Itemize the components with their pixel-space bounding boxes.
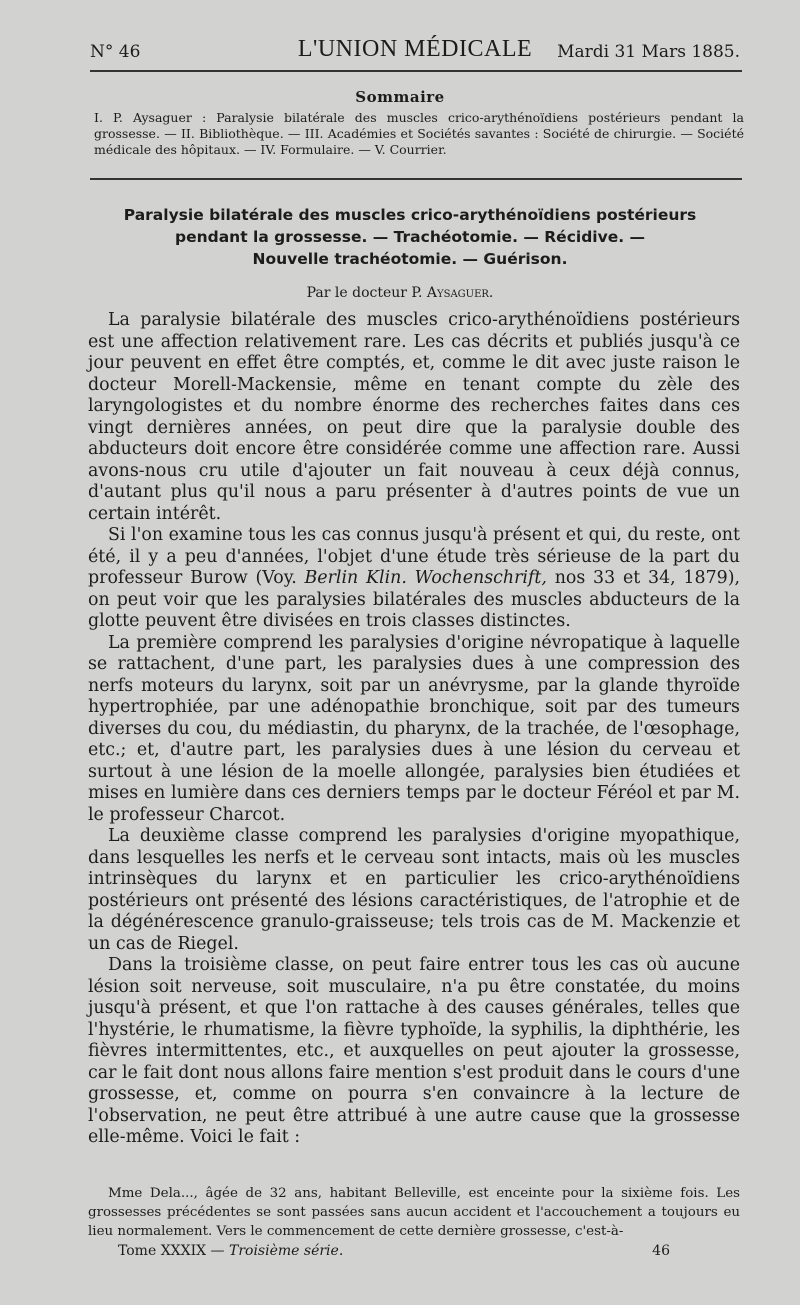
paragraph: Dans la troisième classe, on peut faire entrer tous les cas où aucune lésion soit nerveuse, soit musculaire, n'a pu être constatée, du moins jusqu'à présent, et que l'on rattache à des causes générales, telles que l'hystérie, le rhumatisme, la fièvre typhoïde, la syphilis, la diphthérie, les fièvres intermittentes, etc., et auxquelles on peut ajouter la grossesse, car le fait dont nous allons faire mention s'est produit dans le cours d'une grossesse, et, comme on pourra s'en convaincre à la lecture de l'observation, ne peut être attribué à une autre cause que la grossesse elle-même. Voici le fait :	[88, 955, 740, 1147]
paragraph: La deuxième classe comprend les paralysies d'origine myopathique, dans lesquelles les nerfs et le cerveau sont intacts, mais où les muscles intrinsèques du larynx et en particulier les crico-arythénoïdiens postérieurs ont présenté des lésions caractéristiques, de l'atrophie et de la dégénérescence granulo-graisseuse; tels trois cas de M. Mackenzie et un cas de Riegel.	[88, 826, 740, 954]
byline	[0, 285, 800, 301]
byline-prefix: Par le docteur P.	[306, 285, 427, 301]
citation-title: Berlin Klin. Wochenschrift,	[304, 568, 547, 588]
paragraph	[88, 525, 740, 633]
article-title	[80, 204, 740, 270]
sommaire-rule	[90, 178, 742, 180]
page-footer	[118, 1243, 670, 1263]
header-rule	[90, 70, 742, 72]
article-title-line: Nouvelle trachéotomie. — Guérison.	[252, 250, 568, 268]
sommaire-contents: I. P. Aysaguer : Paralysie bilatérale des muscles crico-arythénoïdiens postérieurs pendant la grossesse. — II. Bibliothèque. — III. Académies et Sociétés savantes : Société de chirurgie. — Société médicale des hôpitaux. — IV. Formulaire. — V. Courrier.	[94, 110, 744, 157]
paragraph-text: nos 33 et 34, 1879), on peut voir que les paralysies bilatérales des muscles abducteurs de la glotte peuvent être divisées en trois classes distinctes.	[88, 568, 741, 631]
page-number: 46	[652, 1243, 670, 1259]
article-body	[88, 310, 740, 1149]
series-label: Troisième série.	[229, 1243, 344, 1259]
volume-info	[118, 1243, 343, 1259]
paragraph: La paralysie bilatérale des muscles crico-arythénoïdiens postérieurs est une affection relativement rare. Les cas décrits et publiés jusqu'à ce jour peuvent en effet être comptés, et, comme le dit avec juste raison le docteur Morell-Mackensie, même en tenant compte du zèle des laryngologistes et du nombre énorme des recherches faites dans ces vingt dernières années, on peut dire que la paralysie double des abducteurs doit encore être considérée comme une affection rare. Aussi avons-nous cru utile d'ajouter un fait nouveau à ceux déjà connus, d'autant plus qu'il nous a paru présenter à d'autres points de vue un certain intérêt.	[88, 310, 740, 524]
paragraph: La première comprend les paralysies d'origine névropatique à laquelle se rattachent, d'une part, les paralysies dues à une compression des nerfs moteurs du larynx, soit par un anévrysme, par la glande thyroïde hypertrophiée, par une adénopathie bronchique, soit par des tumeurs diverses du cou, du médiastin, du pharynx, de la trachée, de l'œsophage, etc.; et, d'autre part, les paralysies dues à une lésion du cerveau et surtout à une lésion de la moelle allongée, paralysies bien étudiées et mises en lumière dans ces derniers temps par le docteur Féréol et par M. le professeur Charcot.	[88, 632, 740, 825]
volume-label: Tome XXXIX —	[118, 1243, 229, 1259]
paragraph-text: Si l'on examine tous les cas connus jusqu'à présent et qui, du reste, ont été, il y a peu d'années, l'objet d'une étude très sérieuse de la part du professeur Burow (Voy.	[88, 525, 740, 588]
issue-date: Mardi 31 Mars 1885.	[557, 42, 740, 62]
case-observation	[88, 1184, 740, 1241]
sommaire-heading: Sommaire	[355, 88, 445, 106]
article-title-line: Paralysie bilatérale des muscles crico-arythénoïdiens postérieurs	[123, 206, 697, 224]
article-title-line: pendant la grossesse. — Trachéotomie. — Récidive. —	[174, 228, 646, 246]
author-name: Aysaguer.	[426, 285, 494, 301]
running-header	[90, 36, 740, 66]
issue-number: N° 46	[90, 42, 141, 62]
case-text: Mme Dela..., âgée de 32 ans, habitant Belleville, est enceinte pour la sixième fois. Les grossesses précédentes se sont passées sans aucun accident et l'accouchement a toujours eu lieu normalement. Vers le commencement de cette dernière grossesse, c'est-à-	[88, 1186, 740, 1239]
journal-title: L'UNION MÉDICALE	[297, 36, 533, 62]
